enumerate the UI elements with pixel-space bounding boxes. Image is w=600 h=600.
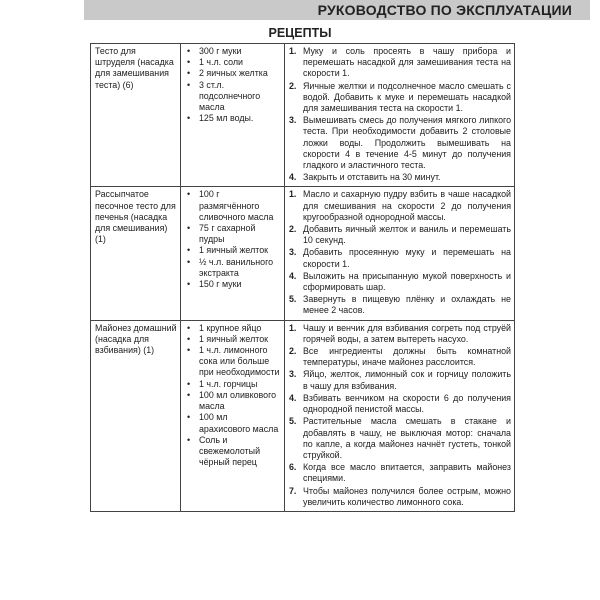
ingredient-item: • 100 мл оливкового масла — [185, 390, 281, 412]
step-text: Чашу и венчик для взбивания согреть под струёй горячей воды, а затем вытереть насухо. — [303, 322, 511, 344]
step-item — [289, 294, 511, 316]
steps-cell — [285, 320, 515, 511]
steps-cell — [285, 187, 515, 320]
step-item — [289, 115, 511, 171]
ingredients-cell — [181, 320, 285, 511]
recipes-table — [90, 43, 515, 512]
steps-cell — [285, 44, 515, 187]
step-number: 1. — [289, 46, 297, 56]
step-text: Все ингредиенты должны быть комнатной температуры, иначе майонез расслоится. — [303, 346, 511, 368]
step-text: Выложить на присыпанную мукой поверхность и сформировать шар. — [303, 270, 511, 293]
step-number: 3. — [289, 247, 297, 258]
step-number: 5. — [289, 294, 297, 305]
step-item — [289, 462, 511, 484]
recipe-row — [91, 187, 515, 320]
page-title: РУКОВОДСТВО ПО ЭКСПЛУАТАЦИИ — [317, 2, 572, 18]
ingredient-item: • 1 крупное яйцо — [185, 323, 281, 334]
step-item — [289, 369, 511, 391]
step-number: 3. — [289, 369, 297, 380]
header-bar — [84, 0, 590, 20]
step-number: 4. — [289, 172, 297, 183]
step-number: 1. — [289, 189, 297, 200]
ingredients-list — [185, 46, 281, 124]
ingredient-item: • 2 яичных желтка — [185, 68, 281, 79]
ingredient-item: • 100 г размягчённого сливочного масла — [185, 189, 281, 223]
step-item — [289, 172, 511, 183]
step-text: Взбивать венчиком на скорости 6 до получения однородной пенистой массы. — [303, 392, 511, 415]
step-number: 2. — [289, 224, 297, 235]
step-text: Когда все масло впитается, заправить майонез специями. — [303, 462, 511, 484]
ingredient-item: • 100 мл арахисового масла — [185, 412, 281, 434]
ingredients-list — [185, 189, 281, 290]
recipe-row — [91, 44, 515, 187]
step-number: 7. — [289, 485, 297, 496]
step-text: Яйцо, желток, лимонный сок и горчицу положить в чашу для взбивания. — [303, 369, 511, 391]
steps-list — [289, 189, 511, 316]
step-text: Растительные масла смешать в стакане и добавлять в чашу, не выключая мотор: сначала по капле, а когда майонез начнёт густеть, тонкой струйкой. — [303, 416, 511, 460]
ingredients-cell — [181, 187, 285, 320]
ingredient-item: • 125 мл воды. — [185, 113, 281, 124]
ingredient-item: • 300 г муки — [185, 46, 281, 57]
ingredients-list — [185, 323, 281, 469]
ingredient-item: • 1 ч.л. соли — [185, 57, 281, 68]
ingredients-cell — [181, 44, 285, 187]
section-title: РЕЦЕПТЫ — [268, 26, 332, 40]
step-number: 6. — [289, 462, 297, 473]
ingredient-item: • 1 яичный желток — [185, 245, 281, 256]
step-number: 5. — [289, 416, 297, 427]
step-number: 1. — [289, 322, 297, 333]
ingredient-item: • 3 ст.л. подсолнечного масла — [185, 80, 281, 114]
step-item — [289, 393, 511, 415]
step-text: Закрыть и отставить на 30 минут. — [303, 172, 441, 183]
step-item — [289, 224, 511, 246]
steps-list — [289, 323, 511, 508]
step-text: Масло и сахарную пудру взбить в чаше насадкой для смешивания на скорости 2 до получения кругообразной однородной массы. — [303, 189, 511, 222]
ingredient-item: • 75 г сахарной пудры — [185, 223, 281, 245]
step-item — [289, 271, 511, 293]
step-text: Вымешивать смесь до получения мягкого липкого теста. При необходимости добавить 2 столовые ложки воды. Продолжить вымешивать на скорости 4 в течение 4-5 минут до получения гладкого и эластичного теста. — [303, 115, 511, 171]
ingredient-item: • 150 г муки — [185, 279, 281, 290]
step-item — [289, 189, 511, 223]
step-item — [289, 247, 511, 269]
ingredient-item: • 1 ч.л. горчицы — [185, 379, 281, 390]
step-text: Завернуть в пищевую плёнку и охлаждать не менее 2 часов. — [303, 294, 511, 316]
step-text: Добавить яичный желток и ваниль и перемешать 10 секунд. — [303, 224, 511, 246]
step-item — [289, 486, 511, 508]
step-number: 3. — [289, 115, 297, 126]
step-number: 2. — [289, 346, 297, 357]
step-item — [289, 46, 511, 80]
recipe-name: Рассыпчатое песочное тесто для печенья (насадка для смешивания) (1) — [91, 187, 181, 320]
step-item — [289, 416, 511, 461]
recipe-name: Тесто для штруделя (насадка для замешивания теста) (6) — [91, 44, 181, 187]
step-text: Яичные желтки и подсолнечное масло смешать с водой. Добавить к муке и перемешать насадкой для замешивания теста на скорости 1. — [303, 80, 511, 114]
ingredient-item: • ½ ч.л. ванильного экстракта — [185, 257, 281, 279]
recipe-name: Майонез домашний (насадка для взбивания) (1) — [91, 320, 181, 511]
step-text: Муку и соль просеять в чашу прибора и перемешать насадкой для замешивания теста на скорости 1. — [303, 46, 511, 79]
steps-list — [289, 46, 511, 183]
ingredient-item: • 1 ч.л. лимонного сока или больше при необходимости — [185, 345, 281, 379]
recipes-table-body — [91, 44, 515, 512]
step-number: 4. — [289, 270, 297, 281]
step-item — [289, 81, 511, 115]
ingredient-item: • 1 яичный желток — [185, 334, 281, 345]
step-number: 2. — [289, 80, 297, 91]
step-text: Добавить просеянную муку и перемешать на скорости 1. — [303, 247, 511, 269]
step-text: Чтобы майонез получился более острым, можно увеличить количество лимонного сока. — [303, 485, 511, 507]
step-item — [289, 346, 511, 368]
recipe-row — [91, 320, 515, 511]
ingredient-item: • Соль и свежемолотый чёрный перец — [185, 435, 281, 469]
step-item — [289, 323, 511, 345]
step-number: 4. — [289, 392, 297, 403]
